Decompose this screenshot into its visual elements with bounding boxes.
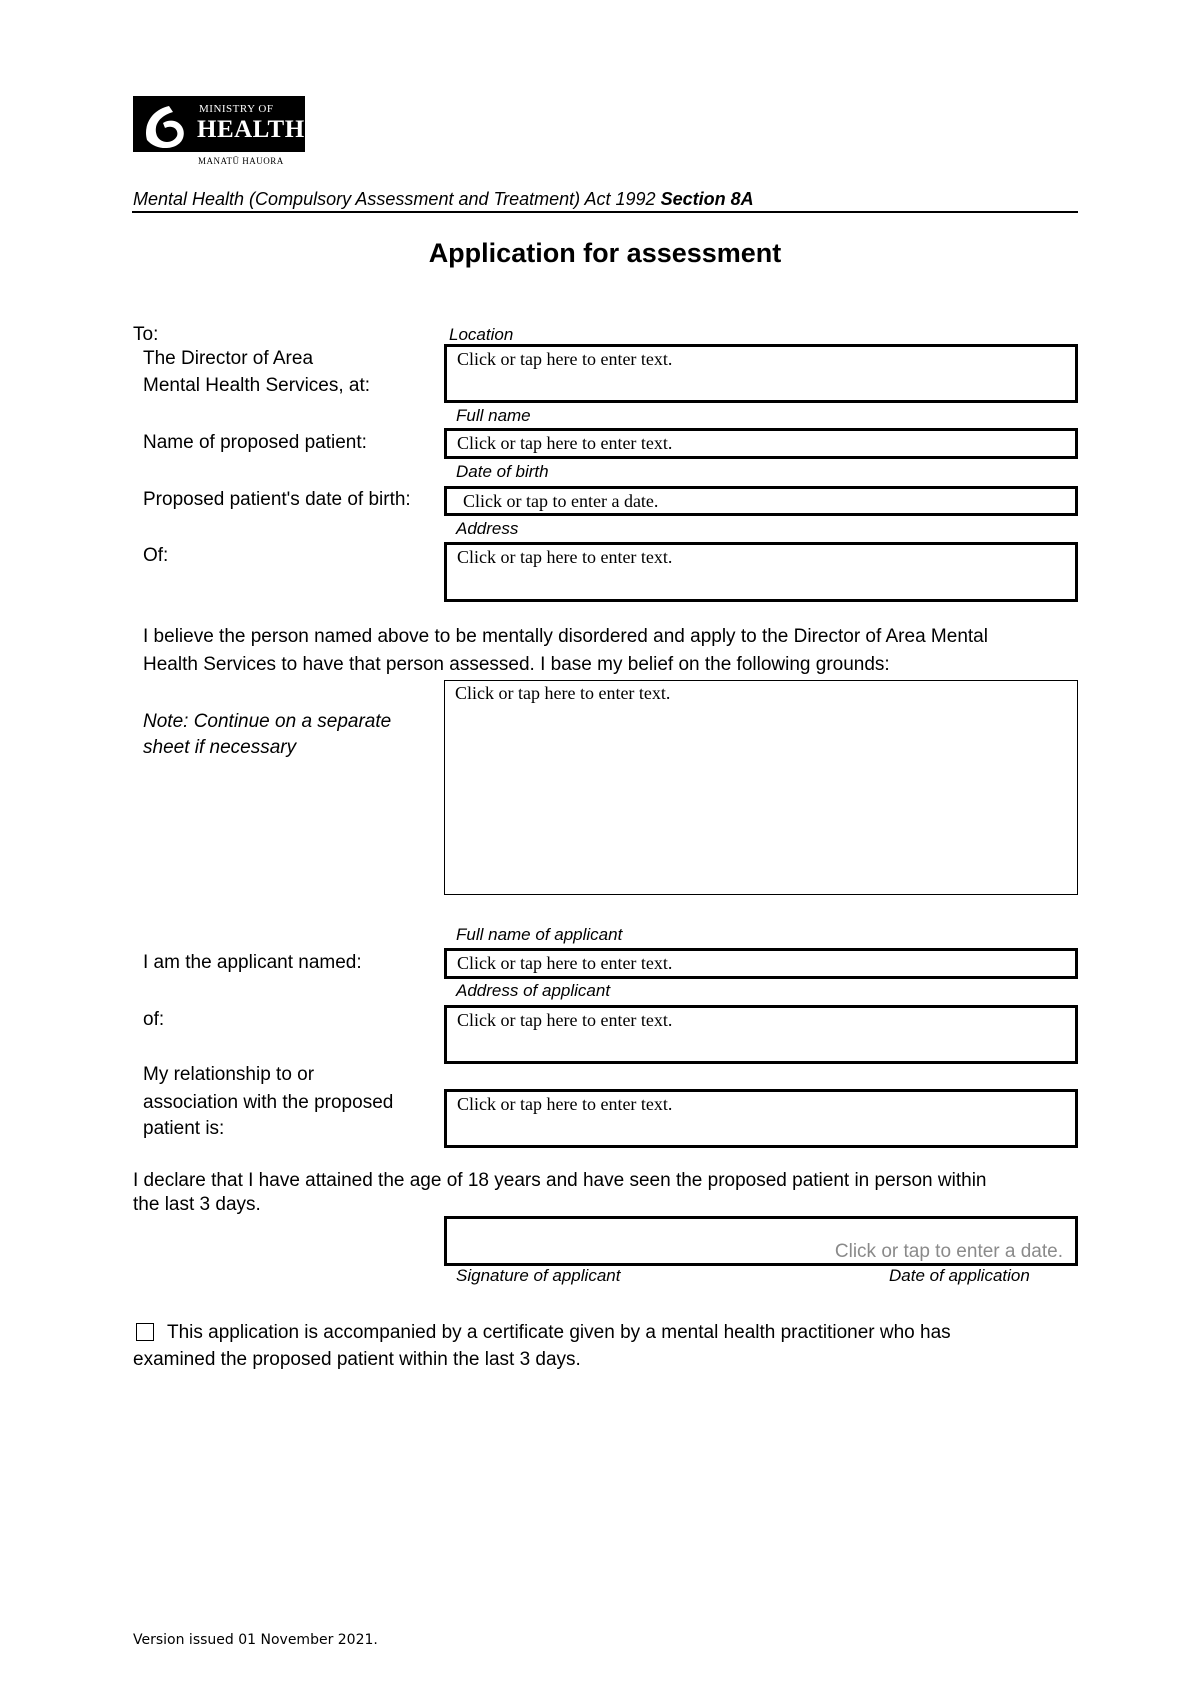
act-header [133,189,754,210]
relationship-line1: My relationship to or [143,1064,315,1085]
director-line2: Mental Health Services, at: [143,375,371,396]
relationship-line3: patient is: [143,1118,225,1139]
logo-subtitle: MANATŪ HAUORA [198,156,284,166]
signature-date-box[interactable] [444,1216,1078,1266]
name-label: Name of proposed patient: [143,432,367,453]
location-input[interactable]: Click or tap here to enter text. [444,344,1078,403]
applicant-address-caption: Address of applicant [456,981,611,1000]
address-caption: Address [456,519,519,538]
applicant-name-input[interactable]: Click or tap here to enter text. [444,948,1078,979]
relationship-line2: association with the proposed [143,1092,394,1113]
applicant-of-label: of: [143,1009,165,1030]
dob-input[interactable]: Click or tap to enter a date. [444,486,1078,516]
relationship-input[interactable]: Click or tap here to enter text. [444,1089,1078,1148]
belief-line2: Health Services to have that person assessed. I base my belief on the following grounds: [143,654,890,675]
grounds-input[interactable]: Click or tap here to enter text. [444,680,1078,895]
declaration-line1: I declare that I have attained the age of 18 years and have seen the proposed patient in person within [133,1170,987,1191]
dob-caption: Date of birth [456,462,549,481]
logo-line1: MINISTRY OF [199,103,274,115]
belief-line1: I believe the person named above to be mentally disordered and apply to the Director of Area Mental [143,626,988,647]
address-input[interactable]: Click or tap here to enter text. [444,542,1078,602]
act-name: Mental Health (Compulsory Assessment and Treatment) Act 1992 [133,189,656,209]
header-rule [132,211,1078,213]
date-placeholder[interactable]: Click or tap to enter a date. [834,1241,1063,1262]
applicant-address-input[interactable]: Click or tap here to enter text. [444,1005,1078,1064]
dob-label: Proposed patient's date of birth: [143,489,411,510]
signature-caption: Signature of applicant [456,1266,621,1285]
applicant-name-caption: Full name of applicant [456,925,623,944]
director-line1: The Director of Area [143,348,314,369]
note-line1: Note: Continue on a separate [143,711,392,732]
fullname-input[interactable]: Click or tap here to enter text. [444,428,1078,459]
certificate-checkbox[interactable] [136,1323,154,1341]
date-caption: Date of application [889,1266,1030,1285]
note-line2: sheet if necessary [143,737,297,758]
declaration-line2: the last 3 days. [133,1194,261,1215]
act-section: Section 8A [660,189,754,209]
logo-line2: HEALTH [197,116,305,143]
of-label: Of: [143,545,169,566]
version-footer: Version issued 01 November 2021. [133,1632,378,1648]
fullname-caption: Full name [456,406,531,425]
certificate-line2: examined the proposed patient within the last 3 days. [133,1349,581,1370]
applicant-named-label: I am the applicant named: [143,952,362,973]
certificate-line1: This application is accompanied by a certificate given by a mental health practitioner who has [167,1322,951,1343]
ministry-logo [133,96,305,152]
location-caption: Location [449,325,514,344]
page-title: Application for assessment [428,238,782,268]
to-label: To: [133,324,159,345]
koru-icon [133,96,193,152]
